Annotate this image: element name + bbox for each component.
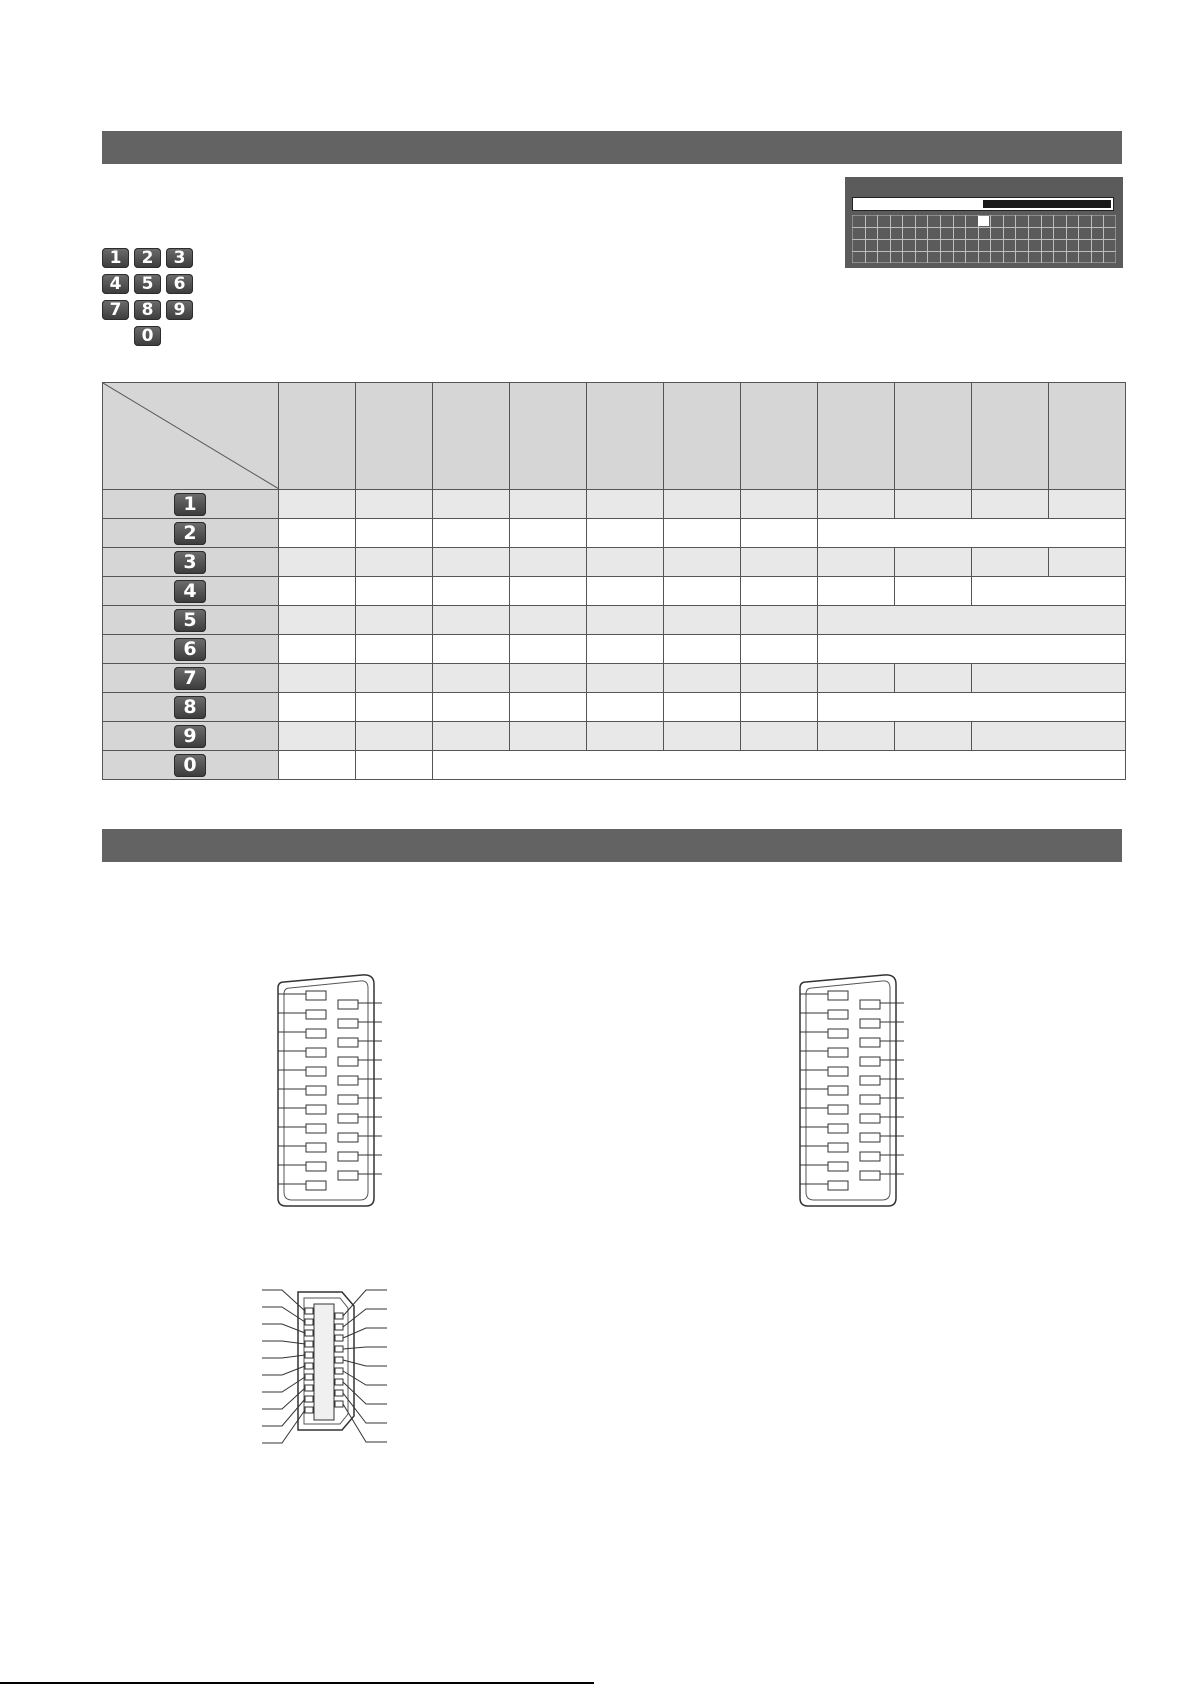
table-cell: [587, 693, 664, 722]
scart-pin: [860, 1114, 880, 1123]
table-cell: [895, 548, 972, 577]
table-cell: [356, 751, 433, 780]
table-cell: [510, 577, 587, 606]
table-cell: [433, 548, 510, 577]
hdmi-pin: [305, 1319, 313, 1325]
hdmi-pin: [335, 1335, 343, 1341]
table-cell: [664, 664, 741, 693]
table-cell: [356, 548, 433, 577]
table-header-cell: [664, 383, 741, 490]
table-key-1: 1: [174, 493, 206, 516]
table-cell: [510, 635, 587, 664]
table-header-cell: [741, 383, 818, 490]
character-table: [102, 382, 1126, 780]
table-cell: [510, 606, 587, 635]
table-cell: [356, 577, 433, 606]
table-cell: [664, 577, 741, 606]
scart-pin: [828, 1162, 848, 1171]
table-cell: [279, 490, 356, 519]
hdmi-pin: [305, 1396, 313, 1402]
table-cell: [664, 722, 741, 751]
hdmi-tongue: [314, 1304, 334, 1420]
table-row: [103, 548, 1126, 577]
table-key-9: 9: [174, 725, 206, 748]
table-cell: [433, 606, 510, 635]
table-cell: [510, 722, 587, 751]
table-header-cell: [356, 383, 433, 490]
hdmi-connector: [262, 1270, 387, 1450]
table-key-cell: [103, 635, 279, 664]
scart-pin: [860, 1076, 880, 1085]
table-key-8: 8: [174, 696, 206, 719]
hdmi-pin: [305, 1352, 313, 1358]
scart-pin: [306, 1029, 326, 1038]
table-empty-span: [818, 606, 1126, 635]
table-cell: [279, 548, 356, 577]
table-cell: [664, 635, 741, 664]
keypad-key-4: 4: [102, 274, 129, 294]
table-cell: [356, 635, 433, 664]
table-header-cell: [972, 383, 1049, 490]
scart-pin: [338, 1114, 358, 1123]
table-cell: [510, 548, 587, 577]
scart-pin: [860, 1038, 880, 1047]
table-row: [103, 664, 1126, 693]
scart-connector-av2: [792, 970, 912, 1210]
hdmi-pin: [335, 1346, 343, 1352]
table-cell: [1049, 548, 1126, 577]
table-cell: [664, 693, 741, 722]
scart-pin: [828, 991, 848, 1000]
keypad-key-0: 0: [134, 326, 161, 346]
hdmi-pin: [335, 1379, 343, 1385]
scart-pin: [306, 1143, 326, 1152]
table-empty-span: [818, 519, 1126, 548]
table-cell: [664, 606, 741, 635]
keypad-key-6: 6: [166, 274, 193, 294]
table-row: [103, 635, 1126, 664]
table-cell: [356, 519, 433, 548]
table-cell: [1049, 490, 1126, 519]
scart-pin: [860, 1057, 880, 1066]
table-header-cell: [895, 383, 972, 490]
table-cell: [587, 606, 664, 635]
section-bar-terminals: [102, 829, 1122, 862]
table-cell: [433, 490, 510, 519]
table-cell: [433, 664, 510, 693]
scart-pin: [338, 1171, 358, 1180]
table-cell: [972, 548, 1049, 577]
table-header-cell: [433, 383, 510, 490]
table-key-cell: [103, 664, 279, 693]
table-cell: [510, 693, 587, 722]
table-cell: [356, 664, 433, 693]
scart-pin: [828, 1143, 848, 1152]
table-cell: [741, 693, 818, 722]
table-cell: [587, 577, 664, 606]
table-cell: [587, 664, 664, 693]
scart-pin: [828, 1086, 848, 1095]
table-key-cell: [103, 577, 279, 606]
table-cell: [741, 490, 818, 519]
table-key-5: 5: [174, 609, 206, 632]
table-cell: [818, 548, 895, 577]
scart-pin: [338, 1076, 358, 1085]
keypad-key-1: 1: [102, 248, 129, 268]
name-input-value: [983, 200, 1111, 208]
scart-pin: [860, 1000, 880, 1009]
scart-pin: [306, 1181, 326, 1190]
table-key-cell: [103, 751, 279, 780]
table-cell: [895, 664, 972, 693]
table-header-cell: [818, 383, 895, 490]
keypad-key-7: 7: [102, 300, 129, 320]
hdmi-pin: [305, 1308, 313, 1314]
hdmi-pin: [335, 1313, 343, 1319]
table-empty-span: [818, 693, 1126, 722]
scart-pin: [828, 1067, 848, 1076]
table-cell: [356, 722, 433, 751]
hdmi-pin: [305, 1385, 313, 1391]
section-bar-characters: [102, 131, 1122, 164]
hdmi-pin: [335, 1401, 343, 1407]
scart-pin: [338, 1038, 358, 1047]
table-cell: [895, 577, 972, 606]
scart-pin: [828, 1010, 848, 1019]
table-cell: [510, 490, 587, 519]
hdmi-pin: [305, 1341, 313, 1347]
table-cell: [664, 490, 741, 519]
table-cell: [895, 722, 972, 751]
table-header-cell: [510, 383, 587, 490]
table-key-2: 2: [174, 522, 206, 545]
hdmi-pin: [335, 1324, 343, 1330]
table-cell: [972, 490, 1049, 519]
scart-pin: [860, 1152, 880, 1161]
table-cell: [356, 606, 433, 635]
scart-connector-av1: [270, 970, 390, 1210]
table-cell: [741, 577, 818, 606]
character-grid: [852, 215, 1116, 263]
hdmi-pin: [335, 1368, 343, 1374]
scart-pin: [306, 1010, 326, 1019]
keypad-key-8: 8: [134, 300, 161, 320]
table-empty-span: [818, 635, 1126, 664]
table-cell: [741, 635, 818, 664]
table-cell: [279, 693, 356, 722]
table-row: [103, 519, 1126, 548]
table-empty-span: [972, 722, 1126, 751]
table-cell: [433, 519, 510, 548]
table-cell: [664, 519, 741, 548]
table-cell: [433, 577, 510, 606]
table-cell: [741, 519, 818, 548]
scart-pin: [860, 1171, 880, 1180]
table-cell: [279, 722, 356, 751]
table-header-row: [103, 383, 1126, 490]
table-cell: [279, 577, 356, 606]
table-cell: [741, 722, 818, 751]
table-cell: [433, 722, 510, 751]
table-header-cell: [587, 383, 664, 490]
table-cell: [587, 722, 664, 751]
table-cell: [818, 722, 895, 751]
scart-pin: [306, 1162, 326, 1171]
table-cell: [510, 519, 587, 548]
table-key-6: 6: [174, 638, 206, 661]
keypad-key-5: 5: [134, 274, 161, 294]
table-row: [103, 751, 1126, 780]
table-row: [103, 577, 1126, 606]
scart-pin: [828, 1048, 848, 1057]
hdmi-pin: [305, 1374, 313, 1380]
table-cell: [433, 635, 510, 664]
table-cell: [279, 664, 356, 693]
table-cell: [587, 519, 664, 548]
table-empty-span: [433, 751, 1126, 780]
scart-pin: [306, 1048, 326, 1057]
table-key-cell: [103, 548, 279, 577]
table-key-4: 4: [174, 580, 206, 603]
scart-pin: [306, 1067, 326, 1076]
scart-pin: [860, 1133, 880, 1142]
scart-pin: [306, 1105, 326, 1114]
table-cell: [741, 664, 818, 693]
table-header-cell: [1049, 383, 1126, 490]
table-key-cell: [103, 519, 279, 548]
table-cell: [741, 548, 818, 577]
table-cell: [895, 490, 972, 519]
scart-pin: [338, 1019, 358, 1028]
scart-pin: [860, 1019, 880, 1028]
scart-pin: [338, 1057, 358, 1066]
keypad-key-2: 2: [134, 248, 161, 268]
scart-pin: [338, 1000, 358, 1009]
name-entry-screen: [845, 177, 1123, 268]
name-input-field: [852, 197, 1114, 211]
scart-pin: [338, 1152, 358, 1161]
scart-pin: [828, 1029, 848, 1038]
hdmi-pin: [335, 1357, 343, 1363]
table-empty-span: [972, 577, 1126, 606]
scart-pin: [306, 1124, 326, 1133]
table-cell: [279, 519, 356, 548]
table-cell: [587, 490, 664, 519]
scart-pin: [828, 1181, 848, 1190]
table-key-0: 0: [174, 754, 206, 777]
table-cell: [587, 548, 664, 577]
keypad-key-9: 9: [166, 300, 193, 320]
hdmi-pin: [305, 1363, 313, 1369]
table-cell: [510, 664, 587, 693]
table-cell: [818, 664, 895, 693]
table-cell: [356, 490, 433, 519]
table-key-cell: [103, 606, 279, 635]
table-key-cell: [103, 693, 279, 722]
table-row: [103, 693, 1126, 722]
table-key-7: 7: [174, 667, 206, 690]
table-row: [103, 490, 1126, 519]
table-empty-span: [972, 664, 1126, 693]
table-corner-cell: [103, 383, 279, 490]
table-key-cell: [103, 722, 279, 751]
table-cell: [741, 606, 818, 635]
table-cell: [279, 751, 356, 780]
table-row: [103, 722, 1126, 751]
hdmi-pin: [305, 1330, 313, 1336]
scart-pin: [338, 1133, 358, 1142]
hdmi-pin: [335, 1390, 343, 1396]
scart-pin: [828, 1124, 848, 1133]
scart-pin: [306, 1086, 326, 1095]
table-header-cell: [279, 383, 356, 490]
keypad-key-3: 3: [166, 248, 193, 268]
table-cell: [279, 606, 356, 635]
table-key-cell: [103, 490, 279, 519]
table-key-3: 3: [174, 551, 206, 574]
table-cell: [279, 635, 356, 664]
scart-pin: [860, 1095, 880, 1104]
scart-pin: [338, 1095, 358, 1104]
table-cell: [433, 693, 510, 722]
table-cell: [664, 548, 741, 577]
character-cursor: [978, 216, 989, 226]
table-cell: [818, 577, 895, 606]
scart-pin: [828, 1105, 848, 1114]
footer-rule: [0, 1682, 594, 1684]
table-cell: [356, 693, 433, 722]
table-row: [103, 606, 1126, 635]
scart-pin: [306, 991, 326, 1000]
table-cell: [587, 635, 664, 664]
table-cell: [818, 490, 895, 519]
hdmi-pin: [305, 1407, 313, 1413]
